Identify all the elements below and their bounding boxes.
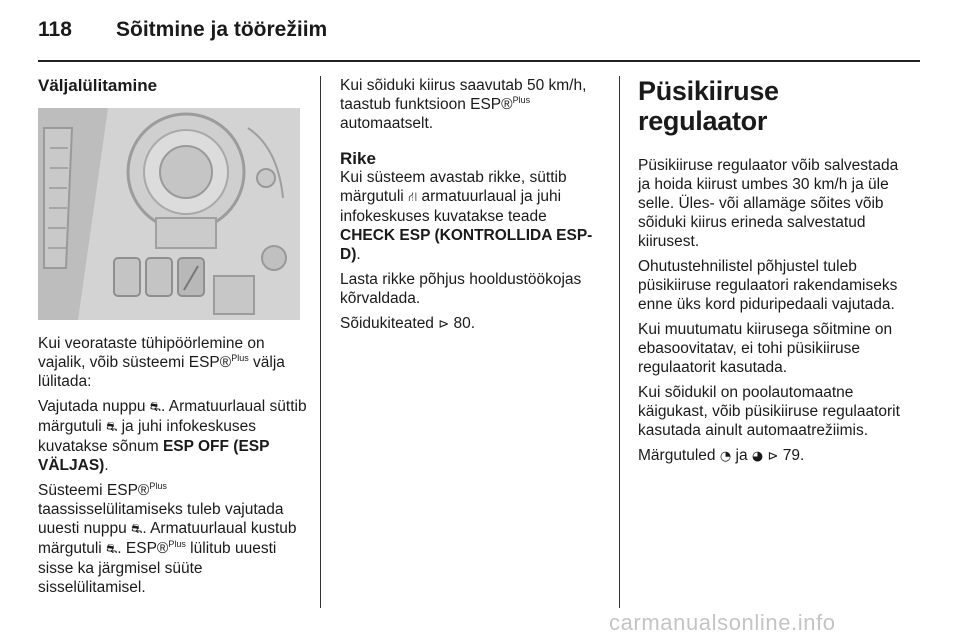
paragraph-cruise-not-advisable: Kui muutumatu kiirusega sõitmine on ebasoovitatav, ei tohi püsikiiruse regulaatorit kasutada. bbox=[638, 321, 893, 376]
section-heading-deactivation: Väljalülitamine bbox=[38, 76, 158, 95]
paragraph-reactivate: Süsteemi ESP®$^{Plus}$ taassisselülitamiseks tuleb vajutada uuesti nuppu ⛐. Armatuurlaual kustub märgutuli ⛐. ESP®$^{Plus}$ lülitub uuesti sisse ka järgmisel süüte sisselülitamisel. bbox=[38, 480, 297, 596]
watermark: carmanualsonline.info bbox=[609, 610, 836, 635]
paragraph-cruise-safety: Ohutustehnilistel põhjustel tuleb püsikiiruse regulaatori rakendamiseks enne üks kord piduripedaali vajutada. bbox=[638, 258, 898, 313]
paragraph-cruise-intro: Püsikiiruse regulaator võib salvestada ja hoida kiirust umbes 30 km/h ja üle selle. Üles- või allamäge sõites võib sõiduki kiirus erineda salvestatud kiirusest. bbox=[638, 157, 899, 250]
esp-warning-icon: ⛙ bbox=[408, 190, 418, 205]
cruise-control-icon: ◔ bbox=[719, 449, 732, 464]
esp-off-icon: ⛐ bbox=[106, 542, 118, 557]
column-divider-right bbox=[619, 76, 620, 608]
paragraph-cruise-indicators: Märgutuled ◔ ja ◕ ⊳ 79. bbox=[638, 447, 805, 464]
paragraph-vehicle-messages: Sõidukiteated ⊳ 80. bbox=[340, 315, 476, 332]
page-title: Sõitmine ja töörežiim bbox=[116, 18, 328, 41]
esp-off-icon: ⛐ bbox=[131, 522, 143, 537]
cruise-control-set-icon: ◕ bbox=[751, 449, 764, 464]
paragraph-auto-reactivate: Kui sõiduki kiirus saavutab 50 km/h, taastub funktsioon ESP®$^{Plus}$ automaatselt. bbox=[340, 77, 587, 132]
page-reference-icon[interactable]: ⊳ bbox=[438, 317, 450, 332]
paragraph-press-button: Vajutada nuppu ⛐. Armatuurlaual süttib märgutuli ⛐ ja juhi infokeskuses kuvatakse sõnum ESP OFF (ESP VÄLJAS). bbox=[38, 398, 307, 474]
column-divider-left bbox=[320, 76, 321, 608]
column-2 bbox=[340, 76, 605, 340]
page-reference-icon[interactable]: ⊳ bbox=[767, 449, 779, 464]
column-1 bbox=[38, 76, 308, 603]
header-rule bbox=[38, 60, 920, 62]
column-3 bbox=[638, 76, 908, 472]
subheading-fault: Rike bbox=[340, 149, 376, 168]
paragraph-workshop: Lasta rikke põhjus hooldustöökojas kõrvaldada. bbox=[340, 271, 582, 307]
esp-off-icon: ⛐ bbox=[106, 420, 118, 435]
dashboard-switch-illustration bbox=[38, 108, 300, 320]
page-number: 118 bbox=[38, 18, 72, 41]
paragraph-deactivate-intro: Kui veorataste tühipöörlemine on vajalik, võib süsteemi ESP®$^{Plus}$ välja lülitada: bbox=[38, 335, 285, 390]
section-heading-cruise-control: Püsikiiruse regulaator bbox=[638, 76, 779, 136]
paragraph-fault-detected: Kui süsteem avastab rikke, süttib märgutuli ⛙ armatuurlaual ja juhi infokeskuses kuvatakse teade CHECK ESP (KONTROLLIDA ESP-D). bbox=[340, 169, 593, 263]
esp-off-icon: ⛐ bbox=[149, 400, 161, 415]
paragraph-cruise-gearbox: Kui sõidukil on poolautomaatne käigukast, võib püsikiiruse regulaatorit kasutada ainult automaatrežiimis. bbox=[638, 384, 900, 439]
